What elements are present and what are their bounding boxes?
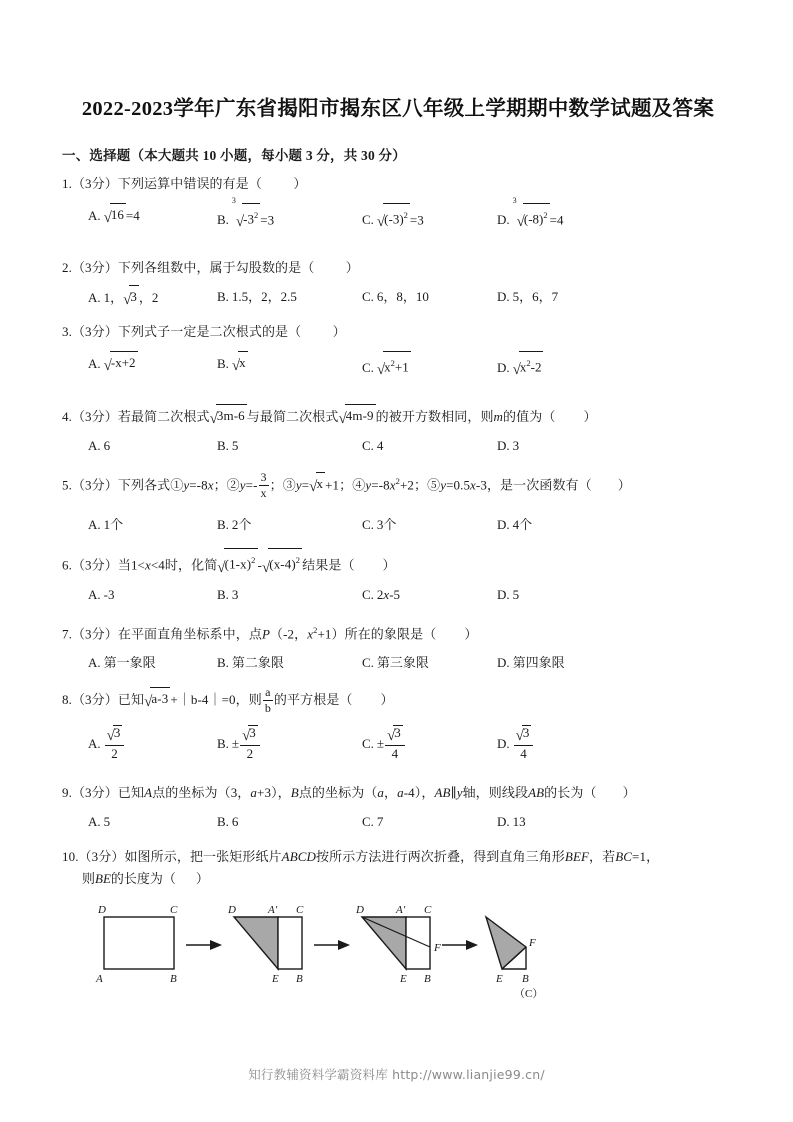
figure-label-E3: E [400,973,407,986]
question-6 [62,549,734,609]
option-6-c[interactable]: C. 2x-5 [362,586,401,602]
question-10-stem: 10.（3分）如图所示，把一张矩形纸片ABCD按所示方法进行两次折叠，得到直角三角形BEF，若BC=1， [62,849,660,865]
option-8-c[interactable]: C. ± $\frac{√3}{4}$ [362,727,406,762]
folding-diagram [82,900,552,1020]
question-5 [62,470,734,540]
question-8-stem: 8.（3分）已知√a-3 +｜b-4｜=0，则 $\frac{a}{b}$ 的平方根是（ ） [62,685,394,715]
figure-stage1-rectangle [104,917,174,969]
sqrt-icon: √3 [123,286,139,309]
sqrt-icon: $√(x-4)^2$ [262,549,302,576]
question-1-stem [62,173,734,195]
figure-label-C3: C [424,904,432,917]
sqrt-icon: √x [309,473,325,496]
figure-label-D1: D [98,904,106,917]
figure-label-A1: A [96,973,103,986]
question-8-options [62,727,734,773]
option-8-d[interactable]: D. $\frac{√3}{4}$ [497,727,534,762]
option-1-c-result: =3 [409,212,424,228]
figure-stage4 [486,917,526,969]
option-5-a[interactable]: A. 1个 [88,517,124,533]
option-3-c[interactable]: C. $√x^2+1$ [362,352,411,379]
figure-label-B2: B [296,973,303,986]
q1-stem-close: ） [293,176,307,191]
option-7-b[interactable]: B. 第二象限 [217,655,284,671]
footer-watermark: 知行教辅资料学霸资料库 http://www.lianjie99.cn/ [248,1067,545,1082]
option-2-b[interactable]: B. 1.5，2，2.5 [217,289,297,304]
figure-label-F4: F [529,937,536,950]
question-7-stem: 7.（3分）在平面直角坐标系中，点P（-2，$x^2+1$）所在的象限是（ ） [62,624,478,642]
option-7-c[interactable]: C. 第三象限 [362,655,429,671]
option-1-b-result: =3 [260,212,275,228]
question-3-stem [62,321,734,343]
option-4-c[interactable]: C. 4 [362,438,384,453]
question-1 [62,173,734,248]
question-2-stem [62,257,734,279]
option-1-a-label: A. [88,208,101,223]
sqrt-icon: √3 [387,725,401,745]
fraction-sqrt3-over-4: $\frac{√3}{4}$ [385,726,405,761]
fraction-sqrt3-over-4: $\frac{√3}{4}$ [514,726,534,761]
option-9-b[interactable]: B. 6 [217,814,239,830]
figure-arrow-1 [186,940,222,950]
option-1-a-result: =4 [125,208,140,223]
option-1-d-result: =4 [549,212,564,228]
figure-stage2 [234,917,302,969]
cube-root-icon: 3 $√(-8)^2$ [512,196,548,231]
option-9-d[interactable]: D. 13 [497,814,526,830]
sqrt-icon: √3 [242,725,256,745]
figure-stage3 [362,917,430,969]
sqrt-icon: √3 [515,725,530,745]
option-9-c[interactable]: C. 7 [362,814,384,830]
option-1-b-index: 3 [231,196,236,205]
option-1-d-index: 3 [512,196,517,205]
fraction-a-over-b: $\frac{a}{b}$ [264,685,271,715]
option-1-c[interactable] [362,204,424,231]
figure-label-D2: D [228,904,236,917]
question-9-options [62,811,734,837]
option-4-d[interactable]: D. 3 [497,438,520,453]
option-2-a[interactable]: A. 1，√3 ，2 [88,286,158,309]
figure-label-C1: C [170,904,178,917]
option-5-c[interactable]: C. 3个 [362,517,397,533]
option-8-a[interactable]: A. $\frac{√3}{2}$ [88,727,125,762]
sqrt-icon: √3m-6 [210,405,247,428]
fraction-sqrt3-over-2: $\frac{√3}{2}$ [240,726,260,761]
sqrt-icon: √-x+2 [104,352,138,375]
sqrt-icon: $√x^2+1$ [377,352,411,379]
question-7 [62,619,734,678]
option-1-b-radicand: $-3^2$ [242,203,260,230]
question-2-options [62,286,734,312]
question-4-options [62,435,734,461]
option-1-d-radicand: $(-8)^2$ [523,203,550,230]
option-1-b[interactable] [217,196,275,231]
question-1-options [62,196,734,248]
question-9 [62,782,734,837]
question-4-stem: 4.（3分）若最简二次根式√3m-6 与最简二次根式√4m-9 的被开方数相同，则m的值为（ ） [62,405,734,428]
question-10 [62,846,734,1025]
question-7-options [62,652,734,678]
question-8 [62,687,734,773]
option-6-a[interactable]: A. -3 [88,586,115,602]
figure-arrow-2 [314,940,350,950]
option-5-d[interactable]: D. 4个 [497,517,533,533]
question-5-options [62,514,734,540]
question-9-stem: 9.（3分）已知A点的坐标为（3，a+3），B点的坐标为（a，a-4），AB∥y轴，则线段AB的长为（ ） [62,785,636,801]
option-1-a-radicand: 16 [110,203,126,226]
question-6-stem: 6.（3分）当1<x<4时，化简$√(1-x)^2$ $-√(x-4)^2$ 结果是（ ） [62,549,734,576]
page-title: 2022-2023学年广东省揭阳市揭东区八年级上学期期中数学试题及答案 [81,98,715,120]
sqrt-icon: √4m-9 [338,405,375,428]
question-3 [62,321,734,396]
option-6-b[interactable]: B. 3 [217,586,239,602]
sqrt-icon: √a-3 [144,688,170,711]
fraction-sqrt3-over-2: $\frac{√3}{2}$ [105,726,125,761]
option-3-d[interactable]: D. $√x^2-2$ [497,352,543,379]
question-10-stem-line2: 则BE的长度为（ ） [82,871,209,887]
figure-label-B1: B [170,973,177,986]
q3-stem-close: ） [332,324,346,339]
figure-arrow-3 [442,940,478,950]
sqrt-icon: $√x^2-2$ [513,352,544,379]
q1-stem-text: 1.（3分）下列运算中错误的有是（ [62,176,262,191]
sqrt-icon: $√(1-x)^2$ [217,549,257,576]
sqrt-icon: $√(-3)^2$ [377,204,410,231]
question-6-options [62,584,734,610]
figure-label-C2: C [296,904,304,917]
question-5-stem: 5.（3分）下列各式①y=-8x；②y=- $\frac{3}{x}$ ；③y=√x +1；$④y=-8x^2+2$；⑤y=0.5x-3，是一次函数有（ ） [62,470,631,500]
option-2-d[interactable]: D. 5，6，7 [497,289,559,304]
option-3-b[interactable]: B. √x [217,352,248,375]
option-1-a[interactable] [88,204,140,227]
figure-label-E4: E [496,973,503,986]
question-10-figure [62,900,734,1025]
option-1-c-label: C. [362,212,374,228]
cube-root-icon: 3 $√-3^2$ [231,196,259,231]
option-7-d[interactable]: D. 第四象限 [497,655,565,671]
option-4-a[interactable]: A. 6 [88,438,111,453]
section-header: 一、选择题（本大题共 10 小题，每小题 3 分，共 30 分） [62,148,406,163]
q2-stem-close: ） [345,260,359,275]
figure-label-Aprime2: A′ [268,904,278,917]
figure-label-B3: B [424,973,431,986]
q2-stem-text: 2.（3分）下列各组数中，属于勾股数的是（ [62,260,315,275]
option-1-c-radicand: $(-3)^2$ [383,203,410,230]
document-content [62,88,734,1025]
figure-label-F3: F [434,942,441,955]
figure-label-C-paren: （C） [514,988,544,1001]
option-9-a[interactable]: A. 5 [88,814,111,830]
q3-stem-text: 3.（3分）下列式子一定是二次根式的是（ [62,324,302,339]
option-1-b-label: B. [217,212,229,228]
question-4 [62,405,734,461]
option-2-c[interactable]: C. 6，8，10 [362,289,429,304]
sqrt-icon: √3 [106,725,121,745]
option-1-d[interactable] [497,196,564,231]
option-8-b[interactable]: B. ± $\frac{√3}{2}$ [217,727,261,762]
figure-label-Aprime3: A′ [396,904,406,917]
figure-label-E2: E [272,973,279,986]
option-5-b[interactable]: B. 2个 [217,517,252,533]
question-3-options [62,352,734,396]
option-3-a[interactable]: A. √-x+2 [88,352,138,375]
option-7-a[interactable]: A. 第一象限 [88,655,156,671]
option-6-d[interactable]: D. 5 [497,586,520,602]
option-4-b[interactable]: B. 5 [217,438,239,453]
figure-label-B4: B [522,973,529,986]
question-2 [62,257,734,312]
sqrt-icon: √x [232,352,248,375]
fraction-3-over-x: $\frac{3}{x}$ [260,470,267,500]
option-1-d-label: D. [497,212,510,228]
sqrt-icon: √16 [104,204,126,227]
figure-label-D3: D [356,904,364,917]
